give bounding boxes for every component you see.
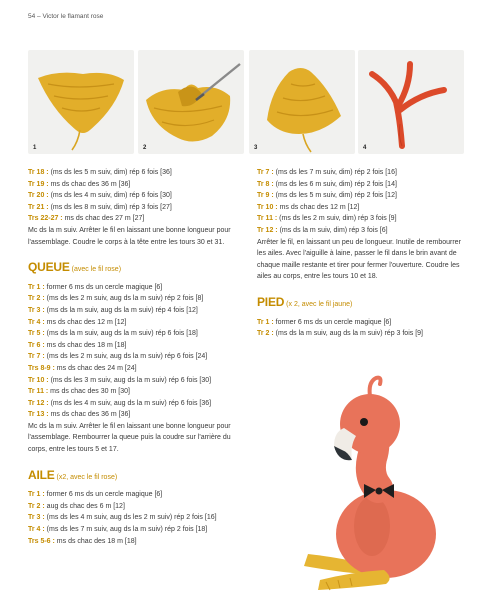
pattern-row: Tr 4 : ms ds chac des 12 m [12] [28,318,127,326]
pattern-row: Tr 18 : (ms ds les 5 m suiv, dim) rép 6 fois [36] [28,169,172,176]
section-heading-aile: AILE (x2, avec le fil rose) [28,467,118,482]
flamingo-illustration [268,366,468,596]
left-column [28,167,248,547]
crochet-flamingo-photo [268,366,468,596]
pattern-row: Tr 19 : ms ds chac des 36 m [36] [28,180,131,188]
pattern-row: Tr 3 : (ms ds la m suiv, aug ds la m suiv) rép 4 fois [12] [28,306,198,314]
yellow-crochet-fold-with-needle-photo [138,50,244,154]
instruction-paragraph: Mc ds la m suiv. Arrêter le fil en laissant une bonne longueur pour l'assemblage. Coudre le corps à la tête entre les tours 30 et 31. [28,226,231,246]
pattern-row: Tr 3 : (ms ds les 4 m suiv, aug ds les 2 m suiv) rép 2 fois [16] [28,514,217,522]
pattern-row: Tr 13 : ms ds chac des 36 m [36] [28,411,131,419]
pattern-row: Tr 11 : (ms ds les 2 m suiv, dim) rép 3 fois [9] [257,215,397,223]
pattern-row: Tr 8 : (ms ds les 6 m suiv, dim) rép 2 fois [14] [257,180,397,188]
pattern-row: Tr 10 : ms ds chac des 12 m [12] [257,203,360,211]
pattern-row: Tr 10 : (ms ds les 3 m suiv, aug ds la m suiv) rép 6 fois [30] [28,376,212,384]
orange-crochet-foot-photo [358,50,464,154]
photo-number: 1 [33,145,37,151]
instruction-paragraph: Mc ds la m suiv. Arrêter le fil en laissant une bonne longueur pour l'assemblage. Rembourrer la queue puis la coudre sur l'arrière du corps, entre les tours 5 et 17. [28,422,231,454]
pattern-row: Tr 1 : former 6 ms ds un cercle magique [6] [257,318,392,326]
pattern-row: Tr 1 : former 6 ms ds un cercle magique [6] [28,491,163,499]
photo-step-3 [249,50,355,154]
instruction-paragraph: Arrêter le fil, en laissant un peu de longueur. Inutile de rembourrer les ailes. Avec l'aiguille à laine, passer le fil dans le brin avant de chaque maille restante et tirer pour fermer l'ouverture. Coudre les ailes au corps, entre les tours 10 et 18. [257,238,461,281]
photo-number: 3 [254,145,258,151]
pattern-row: Tr 21 : (ms ds les 8 m suiv, dim) rép 3 fois [27] [28,203,172,211]
photo-number: 2 [143,145,147,151]
photo-step-1 [28,50,134,154]
pattern-row: Trs 5-6 : ms ds chac des 18 m [18] [28,537,137,545]
pattern-row: Tr 2 : aug ds chac des 6 m [12] [28,502,125,510]
pattern-row: Tr 2 : (ms ds les 2 m suiv, aug ds la m suiv) rép 2 fois [8] [28,295,204,303]
pattern-row: Tr 6 : ms ds chac des 18 m [18] [28,341,127,349]
pattern-row: Trs 22-27 : ms ds chac des 27 m [27] [28,215,145,223]
pattern-row: Tr 5 : (ms ds la m suiv, aug ds la m suiv) rép 6 fois [18] [28,330,198,338]
yellow-crochet-triangle-photo [28,50,134,154]
running-header: 54 – Victor le flamant rose [28,13,104,20]
pattern-row: Tr 12 : (ms ds les 4 m suiv, aug ds la m suiv) rép 6 fois [36] [28,399,212,407]
section-heading-queue: QUEUE (avec le fil rose) [28,260,122,275]
pattern-row: Tr 12 : (ms ds la m suiv, dim) rép 3 fois [6] [257,226,388,234]
photo-number: 4 [363,145,367,151]
pattern-row: Tr 2 : (ms ds la m suiv, aug ds la m suiv) rép 3 fois [9] [257,330,423,338]
yellow-crochet-piece-photo [249,50,355,154]
pattern-row: Tr 1 : former 6 ms ds un cercle magique [6] [28,283,163,291]
right-column [257,167,469,340]
pattern-row: Tr 20 : (ms ds les 4 m suiv, dim) rép 6 fois [30] [28,192,172,200]
photo-step-4 [358,50,464,154]
pattern-row: Tr 9 : (ms ds les 5 m suiv, dim) rép 2 fois [12] [257,192,397,200]
photo-step-2 [138,50,244,154]
pattern-row: Tr 11 : ms ds chac des 30 m [30] [28,388,130,396]
pattern-row: Tr 7 : (ms ds les 2 m suiv, aug ds la m suiv) rép 6 fois [24] [28,353,208,361]
pattern-row: Trs 8-9 : ms ds chac des 24 m [24] [28,364,137,372]
pattern-row: Tr 7 : (ms ds les 7 m suiv, dim) rép 2 fois [16] [257,169,397,176]
pattern-row: Tr 4 : (ms ds les 7 m suiv, aug ds la m suiv) rép 2 fois [18] [28,526,208,534]
section-heading-pied: PIED (x 2, avec le fil jaune) [257,294,353,309]
